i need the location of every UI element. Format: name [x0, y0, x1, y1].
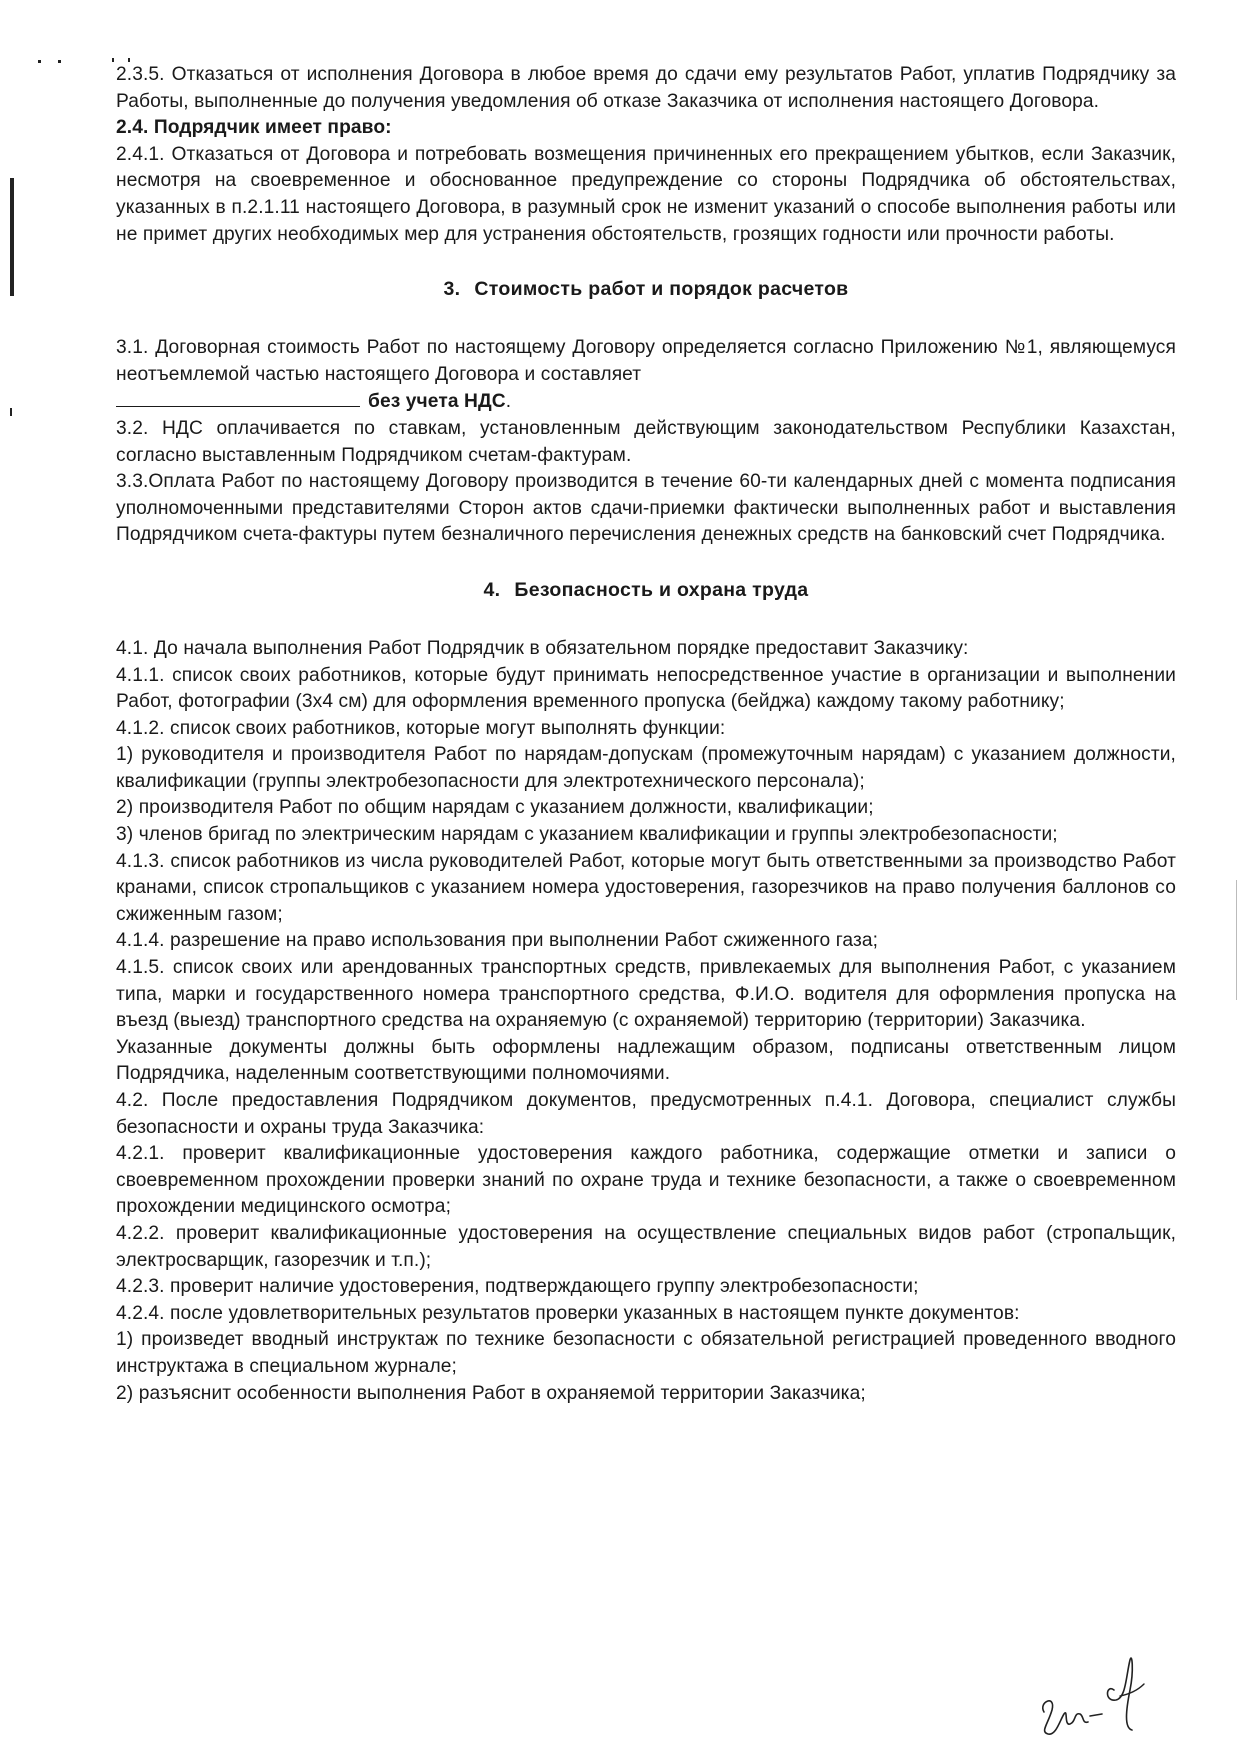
clause-4-1-4: 4.1.4. разрешение на право использования при выполнении Работ сжиженного газа;: [116, 930, 879, 952]
clause-4-1-1: 4.1.1. список своих работников, которые будут принимать непосредственное участие в организации и выполнении Работ, фотографии (3х4 см) для оформления временного пропуска (бейджа) каждому такому работнику;: [116, 664, 1176, 713]
documents-note: Указанные документы должны быть оформлены надлежащим образом, подписаны ответственным лицом Подрядчика, наделенным соответствующими полномочиями.: [116, 1036, 1176, 1085]
clause-4-1: 4.1. До начала выполнения Работ Подрядчик в обязательном порядке предоставит Заказчику:: [116, 637, 969, 659]
scan-mark-top-3: [112, 58, 114, 62]
clause-4-1-2: 4.1.2. список своих работников, которые могут выполнять функции:: [116, 717, 726, 739]
clause-2-3-5: 2.3.5. Отказаться от исполнения Договора в любое время до сдачи ему результатов Работ, уплатив Подрядчику за Работы, выполненные до получения уведомления об отказе Заказчика от исполнения настоящего Договора.: [116, 64, 1176, 112]
clause-4-1-2-item-1: 1) руководителя и производителя Работ по нарядам-допускам (промежуточным нарядам) с указанием должности, квалификации (группы электробезопасности для электротехнического персонала);: [116, 744, 1176, 792]
scan-mark-left: [10, 408, 12, 416]
clause-4-1-3: 4.1.3. список работников из числа руководителей Работ, которые могут быть ответственными за производство Работ кранами, список стропальщиков с указанием номера удостоверения, газорезчиков на право получения баллонов со сжиженным газом;: [116, 850, 1176, 925]
section-4-heading: [116, 579, 1176, 602]
section-4-title: Безопасность и охрана труда: [514, 578, 809, 601]
clause-4-2: 4.2. После предоставления Подрядчиком документов, предусмотренных п.4.1. Договора, специалист службы безопасности и охраны труда Заказчика:: [116, 1090, 1176, 1138]
clause-4-2-3: 4.2.3. проверит наличие удостоверения, подтверждающего группу электробезопасности;: [116, 1276, 919, 1298]
clause-4-2-4: 4.2.4. после удовлетворительных результатов проверки указанных в настоящем пункте документов:: [116, 1302, 1020, 1324]
clause-2-4-1: 2.4.1. Отказаться от Договора и потребовать возмещения причиненных его прекращением убытков, если Заказчик, несмотря на своевременное и обоснованное предупреждение со стороны Подрядчика об обстоятельствах, указанных в п.2.1.11 настоящего Договора, в разумный срок не изменит указаний о способе выполнения работы или не примет других необходимых мер для устранения обстоятельств, грозящих годности или прочности работы.: [116, 143, 1176, 245]
clause-3-3: 3.3.Оплата Работ по настоящему Договору производится в течение 60-ти календарных дней с момента подписания уполномоченными представителями Сторон актов сдачи-приемки фактически выполненных работ и выставления Подрядчиком счета-фактуры путем безналичного перечисления денежных средств на банковский счет Подрядчика.: [116, 471, 1176, 546]
clause-3-2: 3.2. НДС оплачивается по ставкам, установленным действующим законодательством Республики Казахстан, согласно выставленным Подрядчиком счетам-фактурам.: [116, 417, 1176, 466]
clause-3-1-text: 3.1. Договорная стоимость Работ по настоящему Договору определяется согласно Приложению №1, являющемуся неотъемлемой частью настоящего Договора и составляет: [116, 337, 1176, 385]
section-3-heading: [116, 278, 1176, 301]
section-4-number: 4.: [483, 578, 501, 601]
clause-3-1-period: .: [505, 391, 512, 413]
clause-4-1-5: 4.1.5. список своих или арендованных транспортных средств, привлекаемых для выполнения Работ, с указанием типа, марки и государственного номера транспортного средства, Ф.И.О. водителя для оформления пропуска на въезд (выезд) транспортного средства на охраняемую (с охраняемой) территорию (территории) Заказчика.: [116, 957, 1176, 1032]
scan-mark-top-1: [38, 60, 41, 63]
amount-blank-line: [116, 388, 360, 407]
scan-edge-bar: [10, 178, 14, 296]
section-3-title: Стоимость работ и порядок расчетов: [474, 278, 849, 301]
clause-4-2-2: 4.2.2. проверит квалификационные удостоверения на осуществление специальных видов работ (стропальщик, электросварщик, газорезчик и т.п.);: [116, 1222, 1176, 1271]
clause-3-1: [116, 335, 1176, 416]
scan-mark-top-2: [58, 60, 61, 63]
clause-3-1-vat-note: без учета НДС: [368, 391, 506, 413]
clause-4-2-1: 4.2.1. проверит квалификационные удостоверения каждого работника, содержащие отметки и записи о своевременном прохождении проверки знаний по охране труда и технике безопасности, а также о своевременном прохождении медицинского осмотра;: [116, 1143, 1176, 1218]
document-body: [116, 62, 1176, 1407]
clause-4-2-4-item-1: 1) произведет вводный инструктаж по технике безопасности с обязательной регистрацией проведенного вводного инструктажа в специальном журнале;: [116, 1329, 1176, 1377]
clause-4-2-4-item-2: 2) разъяснит особенности выполнения Работ в охраняемой территории Заказчика;: [116, 1382, 866, 1404]
clause-4-1-2-item-3: 3) членов бригад по электрическим нарядам с указанием квалификации и группы электробезопасности;: [116, 824, 1058, 846]
clause-4-1-2-item-2: 2) производителя Работ по общим нарядам с указанием должности, квалификации;: [116, 797, 874, 819]
section-3-number: 3.: [443, 278, 461, 301]
heading-2-4: 2.4. Подрядчик имеет право:: [116, 117, 392, 139]
handwritten-signature: [1030, 1650, 1170, 1740]
scan-mark-right: [1236, 880, 1237, 1000]
